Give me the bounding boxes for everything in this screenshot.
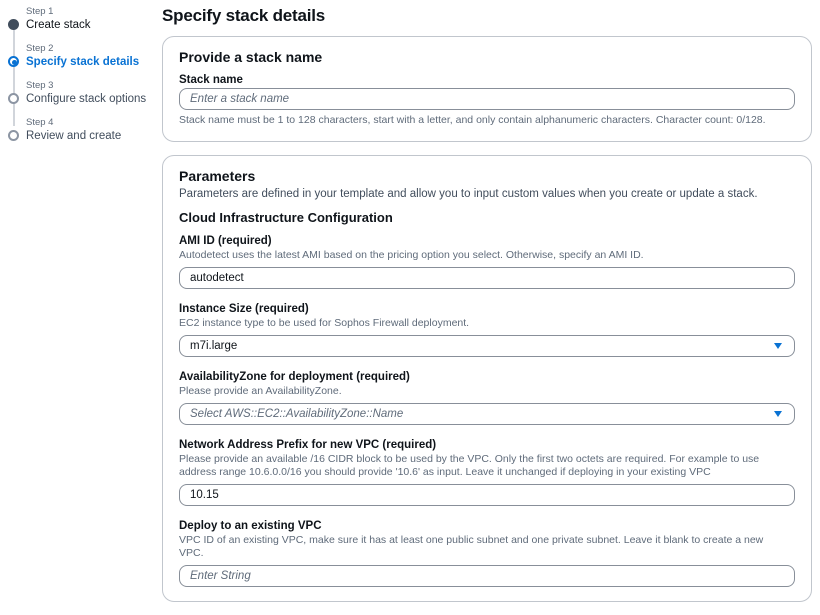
step-label-specify-stack-details[interactable]: Specify stack details [26,56,140,68]
network-address-prefix-helper: Please provide an available /16 CIDR block to be used by the VPC. Only the first two octets are required. For example to use address range 10.6.0.0/16 you should provide '10.6' as input. Leave it unchanged if deploying in your existing VPC [179,453,760,478]
instance-size-select[interactable] [179,335,795,357]
field-instance-size [179,302,795,357]
ami-id-helper: Autodetect uses the latest AMI based on the pricing option you select. Otherwise, specify an AMI ID. [179,249,644,261]
field-existing-vpc [179,519,795,587]
step-item-specify-stack-details[interactable] [8,43,150,70]
step-upcoming-icon [8,93,19,104]
step-upcoming-icon [8,130,19,141]
step-completed-icon [8,19,19,30]
parameters-card-title: Parameters [179,168,256,184]
wizard-steps-nav [0,0,150,615]
existing-vpc-helper: VPC ID of an existing VPC, make sure it has at least one public subnet and one private subnet. Leave it blank to create a new VPC. [179,534,764,559]
step-label-review-and-create[interactable]: Review and create [26,130,122,142]
instance-size-helper: EC2 instance type to be used for Sophos Firewall deployment. [179,317,470,329]
availability-zone-helper: Please provide an AvailabilityZone. [179,385,342,397]
availability-zone-label: AvailabilityZone for deployment (required) [179,371,410,383]
instance-size-selected-value: m7i.large [190,340,238,352]
instance-size-label: Instance Size (required) [179,303,309,315]
stack-name-constraint-text: Stack name must be 1 to 128 characters, start with a letter, and only contain alphanumeric characters. Character count: 0/128. [179,114,766,126]
stack-name-card-title: Provide a stack name [179,49,323,65]
stack-name-card [162,36,812,142]
ami-id-label: AMI ID (required) [179,235,272,247]
network-address-prefix-input[interactable] [179,484,795,506]
step-item-review-and-create[interactable] [8,117,150,144]
step-label-create-stack[interactable]: Create stack [26,19,91,31]
step-number: Step 4 [26,117,54,128]
step-label-configure-stack-options[interactable]: Configure stack options [26,93,147,105]
parameters-description: Parameters are defined in your template and allow you to input custom values when you create or update a stack. [179,188,758,200]
main-content [150,0,820,615]
stack-name-label: Stack name [179,74,243,86]
field-stack-name [179,73,795,127]
existing-vpc-input[interactable] [179,565,795,587]
step-active-radio-icon [8,56,19,67]
stack-name-input[interactable] [179,88,795,110]
parameters-card [162,155,812,602]
page-title: Specify stack details [162,6,326,25]
field-ami-id [179,234,795,289]
chevron-down-icon [774,343,782,349]
network-address-prefix-label: Network Address Prefix for new VPC (required) [179,439,437,451]
step-number: Step 1 [26,6,54,17]
steps-list [8,6,150,144]
field-availability-zone [179,370,795,425]
field-network-address-prefix [179,438,795,506]
parameters-section-title: Cloud Infrastructure Configuration [179,210,393,225]
step-number: Step 3 [26,80,54,91]
ami-id-input[interactable] [179,267,795,289]
availability-zone-select[interactable] [179,403,795,425]
chevron-down-icon [774,411,782,417]
step-item-configure-stack-options[interactable] [8,80,150,107]
step-item-create-stack[interactable] [8,6,150,33]
existing-vpc-label: Deploy to an existing VPC [179,520,322,532]
step-number: Step 2 [26,43,54,54]
availability-zone-placeholder: Select AWS::EC2::AvailabilityZone::Name [190,408,404,420]
